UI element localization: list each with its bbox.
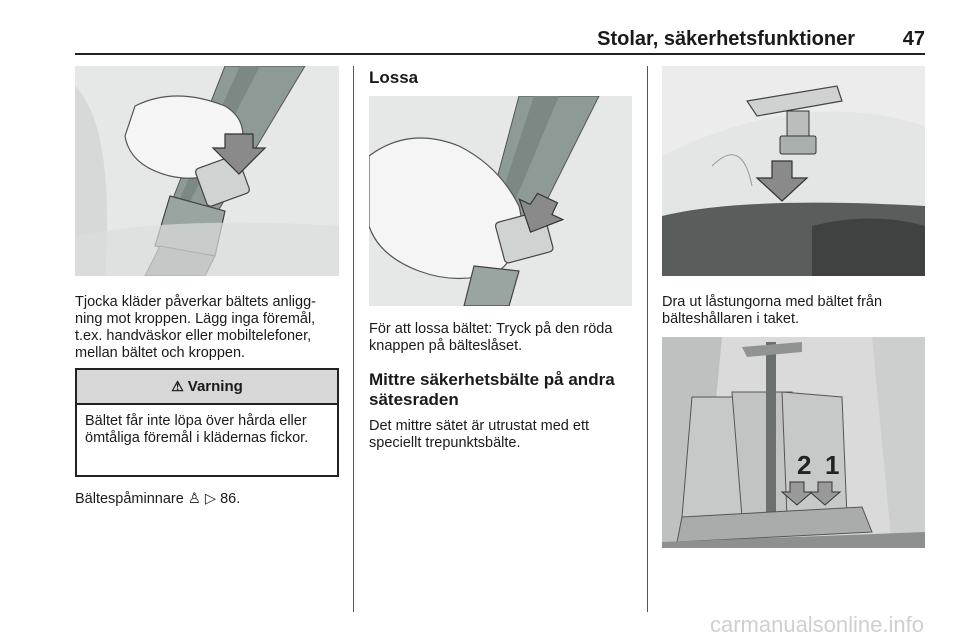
warning-box bbox=[75, 368, 339, 477]
warning-title: Varning bbox=[187, 378, 243, 395]
reminder-text: Bältespåminnare bbox=[75, 491, 184, 507]
illustration-roof-holder bbox=[662, 66, 925, 276]
header-title: Stolar, säkerhetsfunktioner bbox=[597, 28, 855, 50]
paragraph-release: För att lossa bältet: Tryck på den röda knappen på bälteslåset. bbox=[369, 321, 613, 354]
illustration-buckle-insert bbox=[75, 66, 339, 276]
reminder-line bbox=[75, 491, 339, 508]
illustration-buckle-release bbox=[369, 96, 632, 306]
paragraph-middle-belt: Det mittre sätet är utrustat med ett speciellt trepunktsbälte. bbox=[369, 418, 589, 451]
warning-text: Bältet får inte löpa över hårda eller ömtåliga föremål i klädernas fickor. bbox=[85, 413, 309, 446]
illustration-rear-seats bbox=[662, 337, 925, 548]
seatbelt-person-icon: ♙ bbox=[187, 491, 201, 507]
warning-triangle-icon: ⚠ bbox=[171, 378, 184, 394]
column-divider-left bbox=[353, 66, 354, 612]
paragraph-pull-tongues: Dra ut låstungorna med bältet från bälteshållaren i taket. bbox=[662, 294, 883, 327]
heading-middle-belt: Mittre säkerhetsbälte på andra sätesraden bbox=[369, 370, 615, 409]
page-number: 47 bbox=[902, 28, 925, 50]
heading-lossa: Lossa bbox=[369, 68, 419, 87]
page-reference-icon: ▷ bbox=[204, 491, 217, 507]
header-rule bbox=[75, 53, 925, 55]
page-header bbox=[75, 28, 925, 52]
callout-1: 1 bbox=[825, 450, 840, 480]
reminder-ref: 86. bbox=[220, 491, 241, 507]
warning-header bbox=[77, 370, 337, 405]
paragraph-clothing: Tjocka kläder påverkar bältets anligg-ning mot kroppen. Lägg inga föremål, t.ex. handväskor eller mobiltelefoner, mellan bältet och kroppen. bbox=[75, 294, 316, 361]
column-divider-right bbox=[647, 66, 648, 612]
watermark: carmanualsonline.info bbox=[709, 612, 924, 637]
callout-2: 2 bbox=[797, 450, 812, 480]
